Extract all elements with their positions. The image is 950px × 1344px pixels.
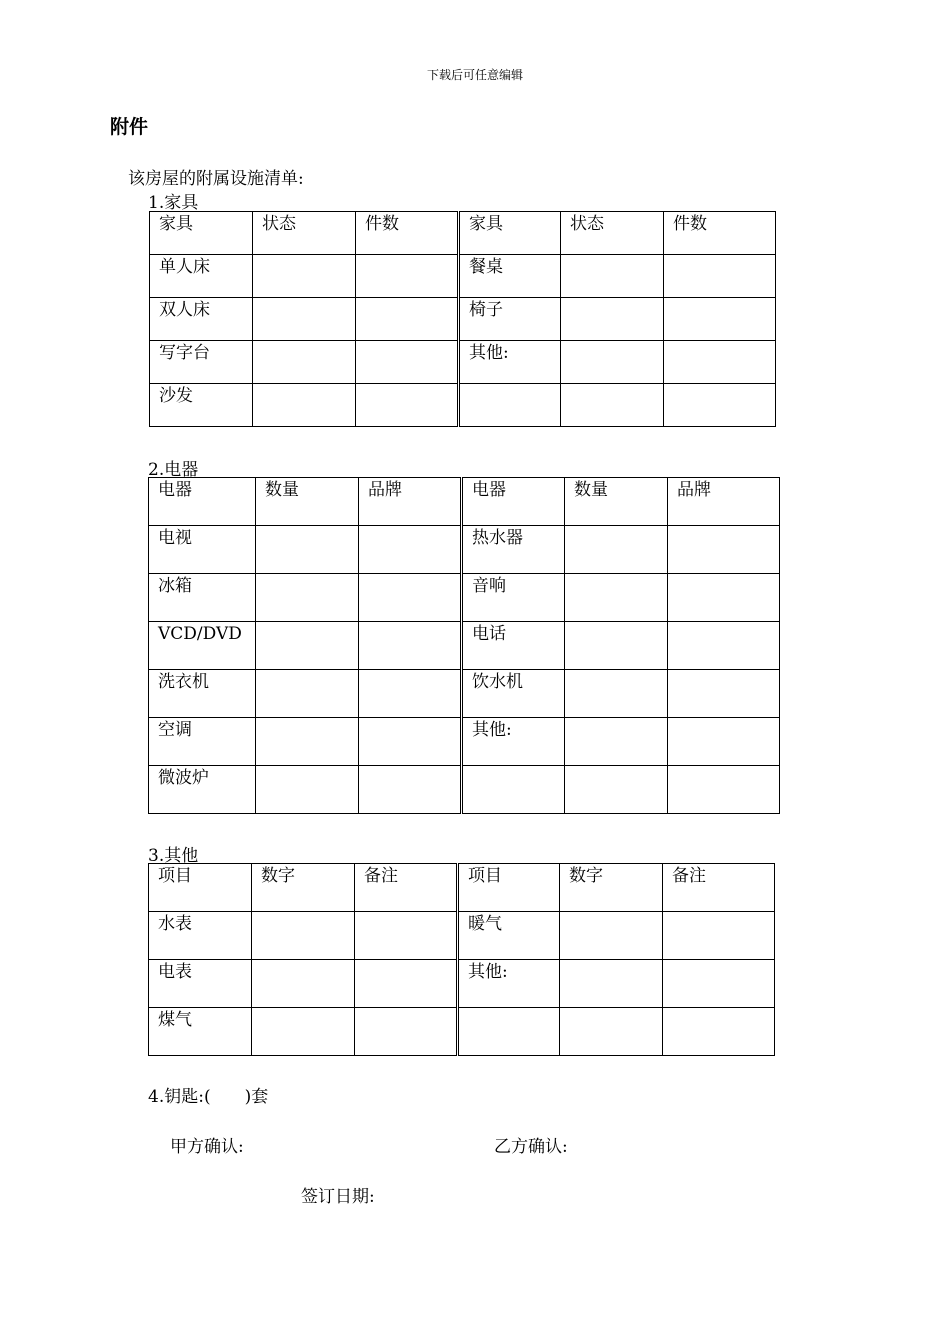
table-cell: [668, 718, 780, 766]
table-cell: [565, 670, 668, 718]
table-row: [150, 255, 776, 298]
table-cell: [252, 960, 355, 1008]
appliances-table: [148, 477, 780, 814]
table-cell: VCD/DVD: [149, 622, 256, 670]
table-row: [150, 341, 776, 384]
table-cell: [560, 1008, 663, 1056]
table-row: [149, 912, 775, 960]
table-cell: [663, 912, 775, 960]
table-cell: 椅子: [459, 298, 561, 341]
column-header-cell: 家具: [459, 212, 561, 255]
party-b-confirm: 乙方确认:: [494, 1137, 568, 1157]
table-cell: [359, 766, 462, 814]
section-heading-other: 3.其他: [148, 846, 199, 866]
table-cell: [458, 1008, 560, 1056]
intro-text: 该房屋的附属设施清单:: [128, 169, 304, 189]
table-cell: 热水器: [462, 526, 565, 574]
section-heading-furniture: 1.家具: [148, 193, 199, 213]
table-row: [149, 1008, 775, 1056]
table-cell: [668, 526, 780, 574]
table-row: [149, 718, 780, 766]
table-cell: 微波炉: [149, 766, 256, 814]
table-header-row: [150, 212, 776, 255]
table-cell: [664, 341, 776, 384]
table-cell: 暖气: [458, 912, 560, 960]
table-cell: [252, 912, 355, 960]
column-header-cell: 电器: [149, 478, 256, 526]
table-cell: [565, 574, 668, 622]
table-cell: [359, 574, 462, 622]
table-cell: [256, 526, 359, 574]
table-cell: [355, 1008, 458, 1056]
column-header-cell: 数量: [565, 478, 668, 526]
table-cell: [359, 622, 462, 670]
table-cell: [565, 622, 668, 670]
table-cell: [561, 341, 664, 384]
column-header-cell: 数字: [560, 864, 663, 912]
table-cell: [663, 960, 775, 1008]
table-cell: 水表: [149, 912, 252, 960]
column-header-cell: 件数: [664, 212, 776, 255]
column-header-cell: 状态: [561, 212, 664, 255]
table-cell: 其他:: [459, 341, 561, 384]
column-header-cell: 备注: [663, 864, 775, 912]
table-cell: [462, 766, 565, 814]
table-cell: 双人床: [150, 298, 253, 341]
table-cell: 音响: [462, 574, 565, 622]
table-cell: 其他:: [462, 718, 565, 766]
table-cell: [356, 384, 459, 427]
table-row: [149, 766, 780, 814]
table-cell: [253, 341, 356, 384]
table-cell: [355, 912, 458, 960]
table-cell: [565, 526, 668, 574]
table-cell: [252, 1008, 355, 1056]
table-cell: [359, 718, 462, 766]
table-cell: 饮水机: [462, 670, 565, 718]
table-row: [149, 526, 780, 574]
page-header: 下载后可任意编辑: [426, 68, 523, 82]
table-cell: [253, 255, 356, 298]
table-cell: [664, 255, 776, 298]
table-cell: [663, 1008, 775, 1056]
table-cell: 餐桌: [459, 255, 561, 298]
table-cell: [356, 298, 459, 341]
column-header-cell: 家具: [150, 212, 253, 255]
table-cell: 电话: [462, 622, 565, 670]
table-cell: [356, 341, 459, 384]
table-cell: [561, 255, 664, 298]
table-cell: 电视: [149, 526, 256, 574]
column-header-cell: 数字: [252, 864, 355, 912]
table-cell: [256, 574, 359, 622]
table-row: [150, 298, 776, 341]
keys-line: 4.钥匙:( )套: [148, 1087, 269, 1107]
furniture-table: [149, 211, 776, 427]
column-header-cell: 品牌: [359, 478, 462, 526]
other-items-table: [148, 863, 775, 1056]
signing-date: 签订日期:: [301, 1187, 375, 1207]
table-cell: [256, 670, 359, 718]
document-title: 附件: [110, 116, 149, 138]
table-cell: 煤气: [149, 1008, 252, 1056]
table-row: [149, 960, 775, 1008]
table-cell: 单人床: [150, 255, 253, 298]
section-heading-appliances: 2.电器: [148, 460, 199, 480]
table-row: [149, 574, 780, 622]
table-cell: [459, 384, 561, 427]
column-header-cell: 品牌: [668, 478, 780, 526]
table-cell: [565, 766, 668, 814]
table-row: [149, 622, 780, 670]
table-cell: [355, 960, 458, 1008]
column-header-cell: 电器: [462, 478, 565, 526]
table-cell: [565, 718, 668, 766]
column-header-cell: 项目: [458, 864, 560, 912]
table-header-row: [149, 478, 780, 526]
table-cell: [561, 298, 664, 341]
column-header-cell: 数量: [256, 478, 359, 526]
table-row: [149, 670, 780, 718]
table-cell: [253, 384, 356, 427]
table-cell: [668, 574, 780, 622]
table-cell: [356, 255, 459, 298]
table-cell: [668, 670, 780, 718]
table-cell: [561, 384, 664, 427]
table-cell: 空调: [149, 718, 256, 766]
table-cell: 沙发: [150, 384, 253, 427]
table-cell: [668, 766, 780, 814]
table-cell: [253, 298, 356, 341]
table-cell: [256, 766, 359, 814]
table-cell: 其他:: [458, 960, 560, 1008]
table-cell: [359, 670, 462, 718]
table-cell: 洗衣机: [149, 670, 256, 718]
table-cell: 冰箱: [149, 574, 256, 622]
table-header-row: [149, 864, 775, 912]
table-cell: 写字台: [150, 341, 253, 384]
table-cell: [560, 960, 663, 1008]
column-header-cell: 状态: [253, 212, 356, 255]
table-cell: 电表: [149, 960, 252, 1008]
table-cell: [359, 526, 462, 574]
column-header-cell: 备注: [355, 864, 458, 912]
column-header-cell: 项目: [149, 864, 252, 912]
table-cell: [664, 384, 776, 427]
table-row: [150, 384, 776, 427]
table-cell: [668, 622, 780, 670]
table-cell: [256, 718, 359, 766]
table-cell: [560, 912, 663, 960]
column-header-cell: 件数: [356, 212, 459, 255]
table-cell: [664, 298, 776, 341]
table-cell: [256, 622, 359, 670]
party-a-confirm: 甲方确认:: [170, 1137, 244, 1157]
